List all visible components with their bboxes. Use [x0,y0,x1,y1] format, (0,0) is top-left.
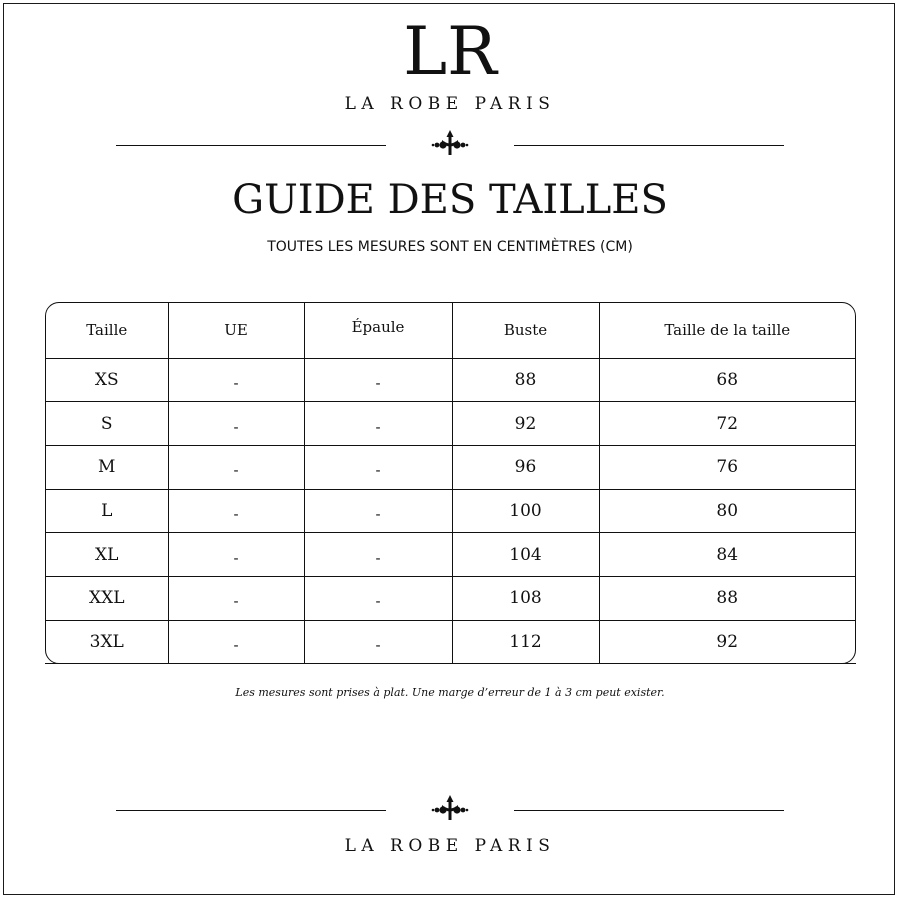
table-row [46,620,855,663]
cell-taille-de-la-taille: 92 [599,620,855,663]
cell-epaule: - [304,402,452,446]
cell-size: L [46,489,168,533]
cell-taille-de-la-taille: 80 [599,489,855,533]
cell-taille-de-la-taille: 72 [599,402,855,446]
column-header-taille: Taille [46,303,168,358]
table-bottom-rule [45,663,856,664]
cell-buste: 112 [452,620,599,663]
column-header-taille-de-la-taille: Taille de la taille [599,303,855,358]
table-row [46,445,855,489]
table-row [46,533,855,577]
cell-ue: - [168,576,304,620]
cell-ue: - [168,358,304,402]
table-row [46,358,855,402]
table-row [46,402,855,446]
column-header-buste: Buste [452,303,599,358]
cell-size: 3XL [46,620,168,663]
table-header-row [46,303,855,358]
cell-epaule: - [304,576,452,620]
cell-taille-de-la-taille: 84 [599,533,855,577]
page-subtitle: TOUTES LES MESURES SONT EN CENTIMÈTRES (CM) [267,239,633,255]
footer-divider-left [116,810,386,811]
size-table [45,302,856,664]
fleur-de-lis-icon [430,128,470,158]
column-header-epaule: Épaule [304,303,452,358]
cell-ue: - [168,620,304,663]
cell-taille-de-la-taille: 88 [599,576,855,620]
cell-ue: - [168,402,304,446]
cell-buste: 88 [452,358,599,402]
cell-buste: 100 [452,489,599,533]
column-header-ue: UE [168,303,304,358]
cell-size: XL [46,533,168,577]
cell-epaule: - [304,533,452,577]
cell-size: M [46,445,168,489]
cell-buste: 92 [452,402,599,446]
cell-size: XXL [46,576,168,620]
cell-epaule: - [304,489,452,533]
cell-buste: 96 [452,445,599,489]
cell-epaule: - [304,620,452,663]
cell-ue: - [168,489,304,533]
page-title: GUIDE DES TAILLES [232,177,668,223]
divider-right [514,145,784,146]
cell-buste: 108 [452,576,599,620]
cell-epaule: - [304,358,452,402]
cell-epaule: - [304,445,452,489]
brand-name: LA ROBE PARIS [344,94,556,114]
divider-left [116,145,386,146]
table-row [46,576,855,620]
fleur-de-lis-icon [430,793,470,823]
footer-brand-name: LA ROBE PARIS [344,836,556,856]
brand-logo: LR [403,13,497,90]
cell-taille-de-la-taille: 68 [599,358,855,402]
cell-size: XS [46,358,168,402]
measurement-note: Les mesures sont prises à plat. Une marge d’erreur de 1 à 3 cm peut exister. [235,686,665,699]
cell-buste: 104 [452,533,599,577]
cell-taille-de-la-taille: 76 [599,445,855,489]
cell-size: S [46,402,168,446]
cell-ue: - [168,445,304,489]
footer-divider-right [514,810,784,811]
table-row [46,489,855,533]
cell-ue: - [168,533,304,577]
